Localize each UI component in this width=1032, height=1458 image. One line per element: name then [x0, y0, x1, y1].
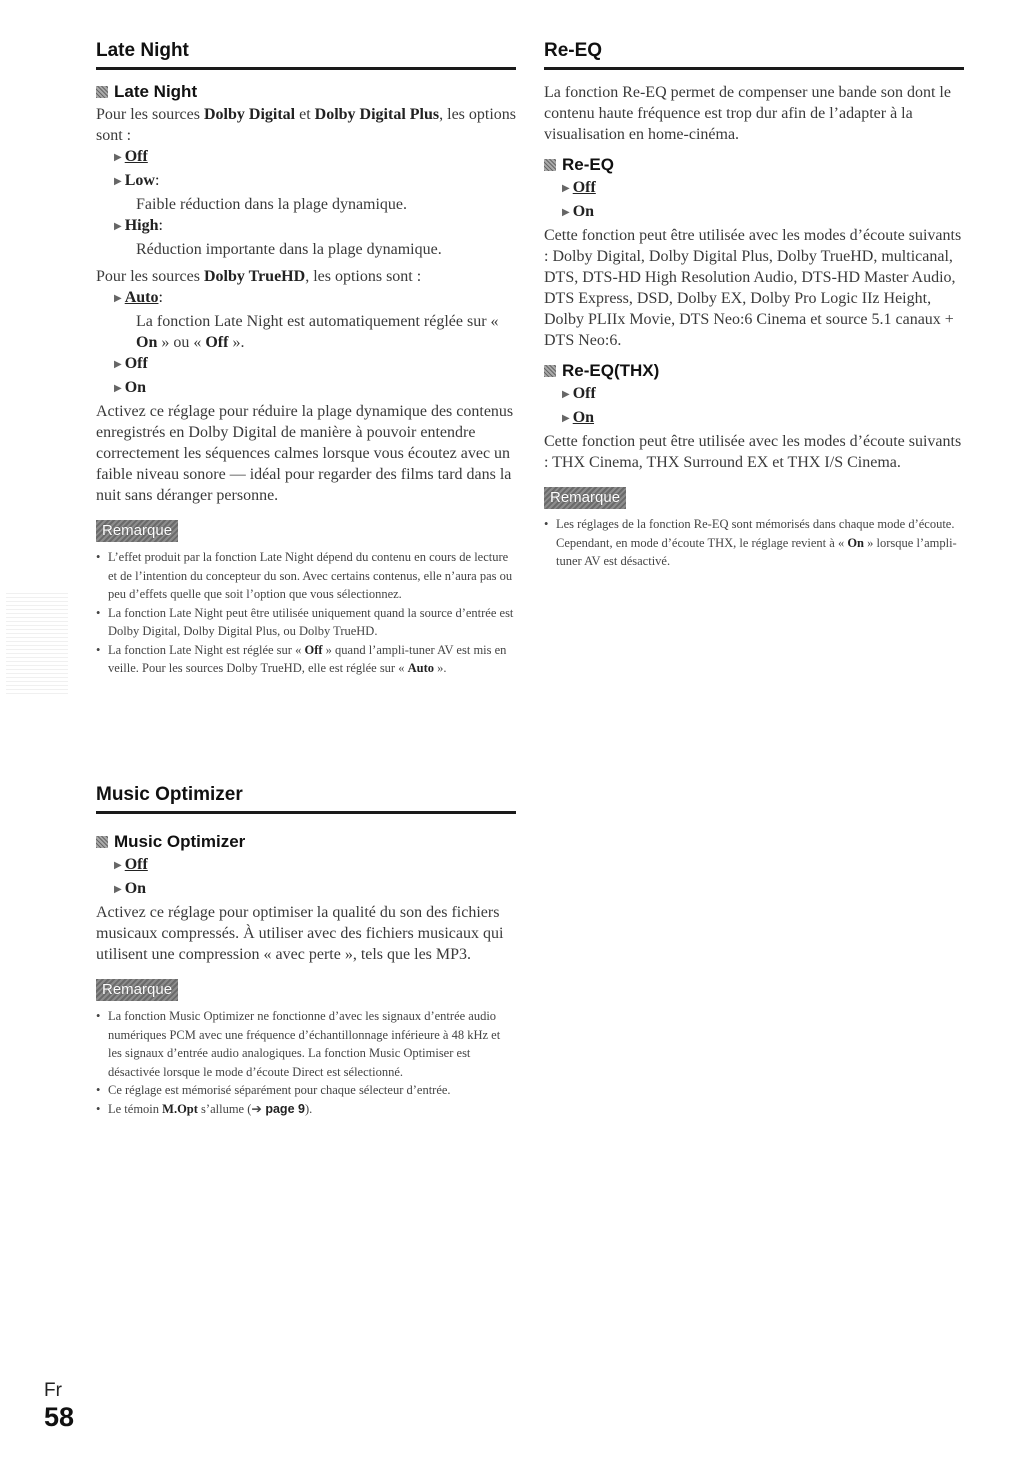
- note-bold: Off: [304, 642, 323, 657]
- late-night-subheading: [96, 82, 516, 102]
- note-item: • La fonction Late Night peut être utilisée uniquement quand la source d’entrée est Dolby Digital, Dolby Digital Plus, ou Dolby TrueHD.: [96, 604, 516, 641]
- triangle-right-icon: ▶: [114, 359, 122, 370]
- option-suffix: :: [154, 172, 160, 189]
- triangle-right-icon: ▶: [114, 152, 122, 163]
- option-label: Off: [124, 856, 148, 873]
- desc-bold: On: [136, 334, 158, 351]
- option-suffix: :: [158, 289, 163, 306]
- page-link[interactable]: page 9: [261, 1101, 305, 1116]
- page-language: Fr: [44, 1380, 62, 1401]
- re-eq-subheading-text: Re-EQ: [562, 155, 614, 174]
- note-text: La fonction Late Night est réglée sur «: [108, 642, 305, 657]
- music-optimizer-heading: Music Optimizer: [96, 780, 516, 814]
- re-eq-body: Cette fonction peut être utilisée avec les modes d’écoute suivants : Dolby Digital, Dolby Digital Plus, Dolby TrueHD, multicanal, DTS, DTS-HD High Resolution Audio, DTS-HD Master Audio, DTS Express, DSD, Dolby EX, Dolby Pro Logic IIz Height, Dolby PLIIx Movie, DTS Neo:6 Cinema et source 5.1 canaux + DTS Neo:6.: [544, 227, 962, 349]
- late-night-heading: Late Night: [96, 36, 516, 70]
- page-number: 58: [44, 1402, 75, 1432]
- note-bold: M.Opt: [162, 1101, 198, 1116]
- option-off-2: [96, 353, 516, 377]
- music-optimizer-notes: [96, 1007, 516, 1118]
- late-night-body: Activez ce réglage pour réduire la plage dynamique des contenus enregistrés en Dolby Digital de manière à pouvoir entendre correctement les séquences calmes lorsque vous écoutez avec un faible niveau sonore — idéal pour regarder des films tard dans la nuit sans déranger personne.: [96, 403, 514, 504]
- music-optimizer-body: Activez ce réglage pour optimiser la qualité du son des fichiers musicaux compressés. À utiliser avec des fichiers musicaux qui utilisent une compression « avec perte », tels que les MP3.: [96, 904, 504, 963]
- remarque-badge: Remarque: [96, 520, 178, 542]
- desc-text: ».: [228, 334, 245, 351]
- option-label: On: [124, 880, 147, 897]
- triangle-right-icon: ▶: [562, 183, 570, 194]
- note-text: » quand l’ampli-tuner AV est mis en veille. Pour les sources Dolby TrueHD, elle est réglée sur «: [108, 642, 507, 675]
- option-label: On: [572, 203, 595, 220]
- triangle-right-icon: ▶: [114, 293, 122, 304]
- re-eq-section: [544, 36, 964, 571]
- intro-text: et: [295, 106, 315, 123]
- re-eq-thx-body: Cette fonction peut être utilisée avec les modes d’écoute suivants : THX Cinema, THX Surround EX et THX I/S Cinema.: [544, 433, 962, 471]
- intro-bold: Dolby TrueHD: [203, 268, 306, 285]
- triangle-right-icon: ▶: [114, 884, 122, 895]
- note-item: • Ce réglage est mémorisé séparément pour chaque sélecteur d’entrée.: [96, 1081, 516, 1100]
- option-auto-description: [96, 311, 516, 353]
- remarque-badge: Remarque: [544, 487, 626, 509]
- square-bullet-icon: [544, 159, 556, 171]
- note-text: ).: [304, 1101, 313, 1116]
- option-label: Off: [124, 355, 148, 372]
- option-label: Off: [572, 179, 596, 196]
- option-on: [96, 377, 516, 401]
- re-eq-notes: [544, 515, 964, 571]
- option-on: [544, 201, 964, 225]
- option-label: Auto: [124, 289, 159, 306]
- re-eq-heading: Re-EQ: [544, 36, 964, 70]
- option-high: [96, 215, 516, 239]
- option-on: [96, 878, 516, 902]
- note-item: [544, 515, 964, 571]
- note-bold: On: [847, 535, 865, 550]
- option-off: [96, 854, 516, 878]
- triangle-right-icon: ▶: [562, 413, 570, 424]
- square-bullet-icon: [544, 365, 556, 377]
- intro-bold: Dolby Digital Plus: [314, 106, 440, 123]
- square-bullet-icon: [96, 86, 108, 98]
- intro-bold: Dolby Digital: [203, 106, 296, 123]
- triangle-right-icon: ▶: [114, 221, 122, 232]
- late-night-notes: [96, 548, 516, 678]
- option-low-description: Faible réduction dans la plage dynamique.: [136, 196, 408, 213]
- option-suffix: :: [158, 217, 163, 234]
- option-label: Low: [124, 172, 155, 189]
- arrow-right-icon: ➔: [251, 1101, 262, 1116]
- late-night-intro: [96, 104, 516, 146]
- note-item: • La fonction Music Optimizer ne fonctionne d’avec les signaux d’entrée audio numériques PCM avec une fréquence d’échantillonnage inférieure à 48 kHz et les signaux d’entrée audio analogiques. La fonction Music Optimiser est désactivée lorsque le mode d’écoute Direct est sélectionné.: [96, 1007, 516, 1081]
- late-night-section: [96, 36, 516, 678]
- option-auto: [96, 287, 516, 311]
- intro-text: , les options sont :: [305, 268, 422, 285]
- intro-text: Pour les sources: [96, 268, 204, 285]
- triangle-right-icon: ▶: [114, 860, 122, 871]
- note-item: • L’effet produit par la fonction Late Night dépend du contenu en cours de lecture et de l’intention du concepteur du son. Avec certains contenus, elle n’aura pas ou peu d’effets quelle que soit l’option que vous sélectionnez.: [96, 548, 516, 604]
- late-night-subheading-text: Late Night: [114, 82, 198, 101]
- option-label: Off: [572, 385, 596, 402]
- note-text: » lorsque l’ampli-tuner AV est désactivé.: [556, 535, 957, 568]
- margin-decoration: [6, 590, 68, 694]
- re-eq-subheading: [544, 155, 964, 175]
- triangle-right-icon: ▶: [114, 383, 122, 394]
- option-label: On: [124, 379, 147, 396]
- option-on: [544, 407, 964, 431]
- note-text: ».: [434, 661, 447, 675]
- option-label: High: [124, 217, 159, 234]
- note-bold: Auto: [407, 661, 435, 675]
- option-off: [544, 383, 964, 407]
- option-low: [96, 170, 516, 194]
- note-item: [96, 641, 516, 678]
- option-off: [544, 177, 964, 201]
- truehd-intro: [96, 266, 516, 287]
- square-bullet-icon: [96, 836, 108, 848]
- intro-text: , les options sont :: [96, 106, 517, 144]
- option-high-description: Réduction importante dans la plage dynamique.: [136, 241, 442, 258]
- desc-bold: Off: [205, 334, 229, 351]
- intro-text: Pour les sources: [96, 106, 204, 123]
- music-optimizer-subheading: [96, 832, 516, 852]
- remarque-badge: Remarque: [96, 979, 178, 1001]
- triangle-right-icon: ▶: [562, 389, 570, 400]
- triangle-right-icon: ▶: [114, 176, 122, 187]
- note-text: Les réglages de la fonction Re-EQ sont mémorisés dans chaque mode d’écoute. Cependant, en mode d’écoute THX, le réglage revient à «: [556, 517, 955, 550]
- note-text: Le témoin: [108, 1101, 163, 1116]
- re-eq-thx-subheading: [544, 361, 964, 381]
- re-eq-intro: La fonction Re-EQ permet de compenser une bande son dont le contenu haute fréquence est trop dur afin de l’adapter à la visualisation en home-cinéma.: [544, 84, 951, 143]
- option-off: [96, 146, 516, 170]
- music-optimizer-section: [96, 780, 516, 1118]
- music-optimizer-subheading-text: Music Optimizer: [114, 832, 246, 851]
- option-label: On: [572, 409, 595, 426]
- desc-text: La fonction Late Night est automatiquement réglée sur «: [136, 313, 499, 330]
- triangle-right-icon: ▶: [562, 207, 570, 218]
- desc-text: » ou «: [157, 334, 206, 351]
- note-text: s’allume (: [197, 1101, 252, 1116]
- re-eq-thx-subheading-text: Re-EQ(THX): [562, 361, 660, 380]
- option-label: Off: [124, 148, 148, 165]
- note-item: [96, 1100, 516, 1119]
